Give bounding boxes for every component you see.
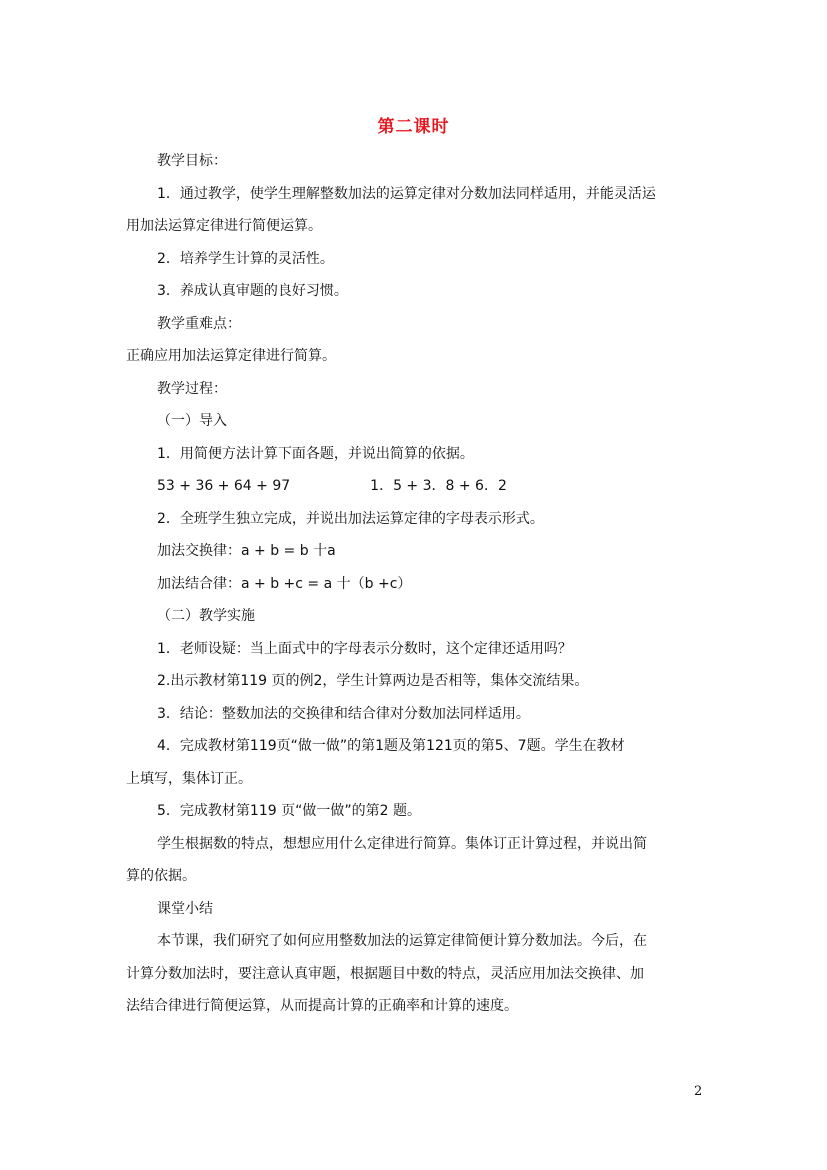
subsection-implementation: （二）教学实施: [157, 608, 255, 624]
summary-paragraph-line-3: 法结合律进行简便运算，从而提高计算的正确率和计算的速度。: [126, 998, 518, 1014]
implementation-item-4: 4．完成教材第119页“做一做”的第1题及第121页的第5、7题。学生在教材: [157, 738, 625, 754]
implementation-item-4-cont: 上填写，集体订正。: [126, 771, 252, 787]
summary-paragraph-line-2: 计算分数加法时，要注意认真审题，根据题目中数的特点，灵活应用加法交换律、加: [126, 966, 644, 982]
exercise-formula-1: 53 + 36 + 64 + 97: [157, 478, 291, 494]
associative-law: 加法结合律：a + b +c = a 十（b +c）: [157, 576, 412, 592]
implementation-paragraph-cont: 算的依据。: [126, 868, 196, 884]
exercise-formulas: [157, 476, 507, 496]
lesson-title: 第二课时: [377, 117, 450, 137]
subsection-intro: （一）导入: [157, 413, 227, 429]
commutative-law: 加法交换律：a + b = b 十a: [157, 543, 336, 559]
implementation-item-3: 3．结论：整数加法的交换律和结合律对分数加法同样适用。: [157, 706, 530, 722]
section-heading-objectives: 教学目标：: [157, 153, 227, 169]
page-number: 2: [694, 1084, 703, 1099]
section-heading-process: 教学过程：: [157, 381, 227, 397]
section-heading-summary: 课堂小结: [157, 901, 213, 917]
implementation-item-1: 1．老师设疑：当上面式中的字母表示分数时，这个定律还适用吗？: [157, 641, 572, 657]
exercise-formula-2: 1．5 + 3．8 + 6．2: [370, 478, 507, 494]
implementation-item-5: 5．完成教材第119 页“做一做”的第2 题。: [157, 803, 421, 819]
implementation-paragraph: 学生根据数的特点，想想应用什么定律进行简算。集体订正计算过程，并说出简: [157, 836, 647, 852]
objective-item-1: 1．通过教学，使学生理解整数加法的运算定律对分数加法同样适用，并能灵活运: [157, 186, 656, 202]
objective-item-2: 2．培养学生计算的灵活性。: [157, 251, 334, 267]
implementation-item-2: 2.出示教材第119 页的例2，学生计算两边是否相等，集体交流结果。: [157, 673, 589, 689]
objective-item-3: 3．养成认真审题的良好习惯。: [157, 283, 348, 299]
summary-paragraph-line-1: 本节课，我们研究了如何应用整数加法的运算定律简便计算分数加法。今后，在: [157, 933, 647, 949]
key-point-text: 正确应用加法运算定律进行简算。: [126, 348, 336, 364]
intro-item-1: 1．用简便方法计算下面各题，并说出简算的依据。: [157, 446, 474, 462]
section-heading-key-points: 教学重难点：: [157, 316, 241, 332]
objective-item-1-cont: 用加法运算定律进行简便运算。: [126, 218, 322, 234]
intro-item-2: 2．全班学生独立完成，并说出加法运算定律的字母表示形式。: [157, 511, 544, 527]
